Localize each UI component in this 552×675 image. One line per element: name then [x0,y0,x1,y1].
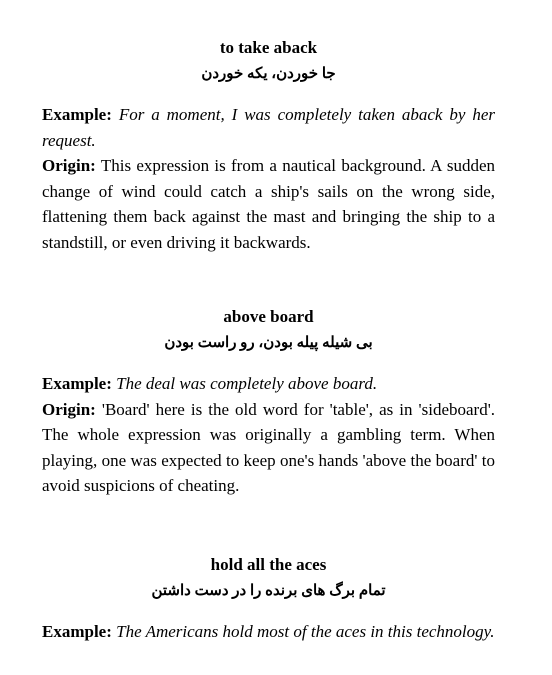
example-label: Example: [42,374,112,393]
example-paragraph [42,619,495,645]
origin-label: Origin: [42,156,96,175]
example-paragraph [42,371,495,397]
idiom-title: above board [223,307,314,326]
example-text: The Americans hold most of the aces in this technology. [116,622,495,641]
example-text: For a moment, I was completely taken aback by her request. [42,105,495,150]
origin-label: Origin: [42,399,96,419]
idiom-entry-take-aback [42,36,495,255]
idiom-title: to take aback [219,38,318,57]
idiom-translation: تمام برگ های برنده را در دست داشتن [151,583,386,599]
idiom-title: hold all the aces [210,555,327,574]
idiom-translation: بی شیله پیله بودن، رو راست بودن [164,335,373,351]
example-label: Example: [42,105,112,124]
origin-text: 'Board' here is the old word for 'table', as in 'sideboard'. The whole expression was originally a gambling term. When playing, one was expected to keep one's hands 'above the board' to avoid suspicions of cheating. [42,399,496,495]
example-text: The deal was completely above board. [116,374,378,393]
idiom-entry-hold-aces [42,553,495,645]
origin-text: This expression is from a nautical background. A sudden change of wind could catch a ship's sails on the wrong side, flattening them back against the mast and bringing the ship to a standstill, or even driving it backwards. [42,156,495,252]
idiom-translation: جا خوردن، یکه خوردن [201,66,336,82]
example-label: Example: [42,622,112,641]
example-paragraph [42,102,495,153]
idiom-entry-above-board [42,305,495,499]
origin-paragraph [42,153,495,255]
origin-paragraph [42,397,495,499]
